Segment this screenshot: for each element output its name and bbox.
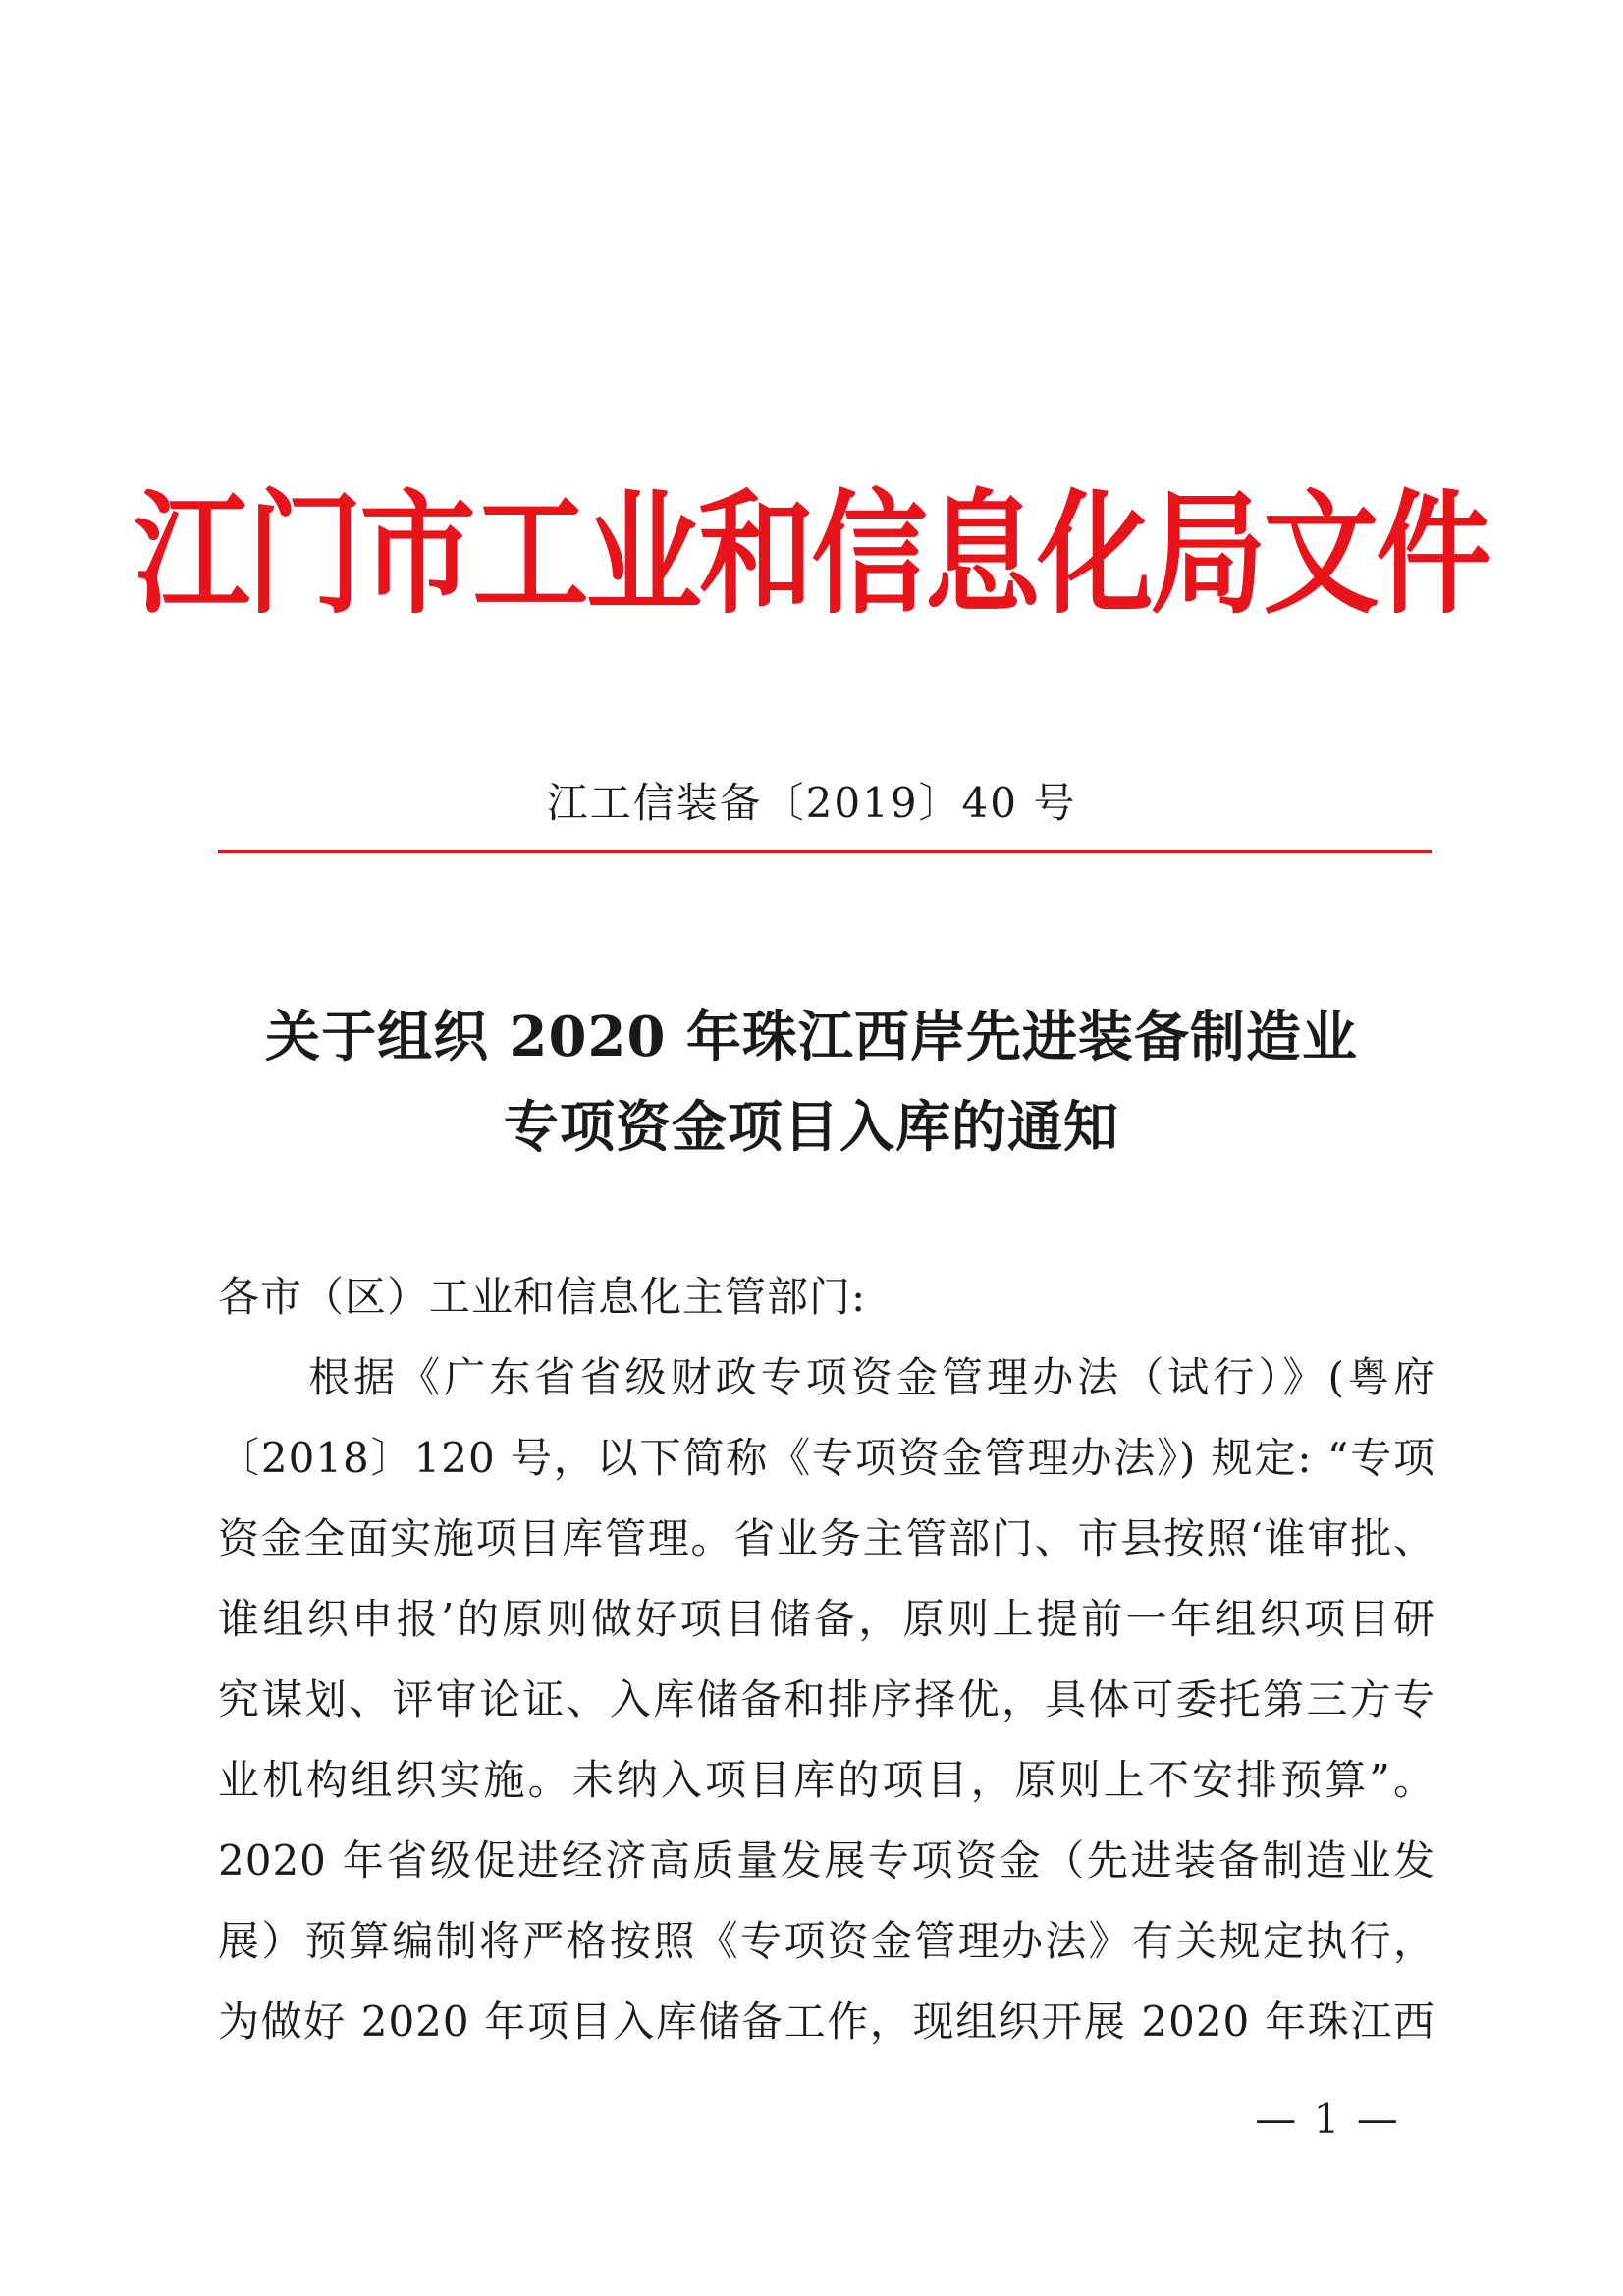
document-number: 江工信装备〔2019〕40 号 <box>546 779 1077 827</box>
body-line: 究谋划、评审论证、入库储备和排序择优，具体可委托第三方专 <box>218 1675 1435 1723</box>
body-line: 为做好 2020 年项目入库储备工作，现组织开展 2020 年珠江西 <box>218 1997 1435 2046</box>
body-line: 2020 年省级促进经济高质量发展专项资金（先进装备制造业发 <box>218 1836 1435 1885</box>
body-line: 业机构组织实施。未纳入项目库的项目，原则上不安排预算”。 <box>218 1756 1435 1804</box>
page-number: — 1 — <box>1255 2095 1400 2143</box>
title-line-1: 关于组织 2020 年珠江西岸先进装备制造业 <box>265 1005 1358 1069</box>
body-line: 资金全面实施项目库管理。省业务主管部门、市县按照‘谁审批、 <box>218 1514 1435 1562</box>
document-body <box>218 1257 1435 2062</box>
body-line: 根据《广东省省级财政专项资金管理办法（试行）》(粤府 <box>218 1353 1435 1401</box>
body-line: 〔2018〕120 号，以下简称《专项资金管理办法》) 规定: “专项 <box>218 1434 1435 1482</box>
title-line-2: 专项资金项目入库的通知 <box>504 1095 1119 1160</box>
body-line: 谁组织申报’的原则做好项目储备，原则上提前一年组织项目研 <box>218 1595 1435 1643</box>
body-line: 展）预算编制将严格按照《专项资金管理办法》有关规定执行， <box>218 1917 1435 1965</box>
document-title <box>0 992 1623 1173</box>
salutation: 各市（区）工业和信息化主管部门: <box>218 1273 867 1321</box>
issuing-authority-masthead: 江门市工业和信息化局文件 <box>134 474 1489 632</box>
red-separator-line <box>218 850 1432 853</box>
